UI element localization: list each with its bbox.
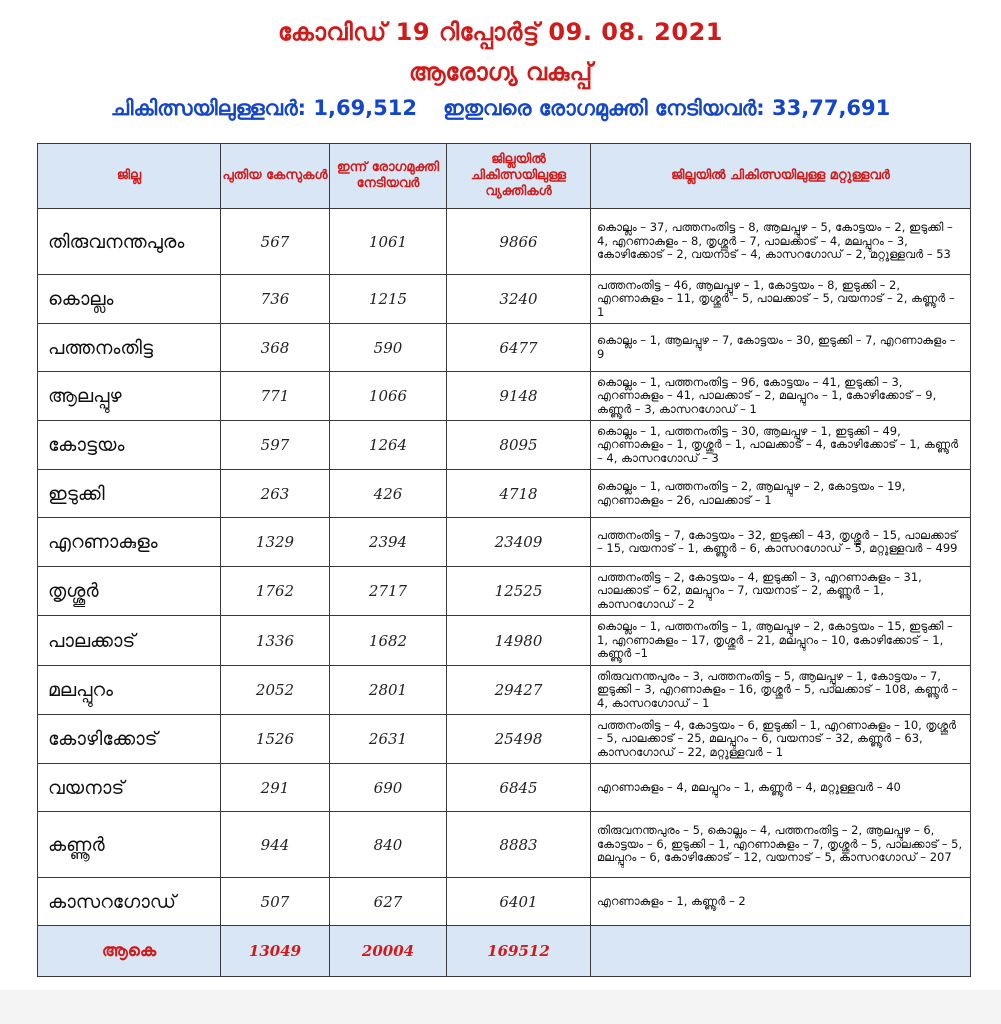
recovered-cell: 590 bbox=[330, 324, 447, 372]
district-name: കാസറഗോഡ് bbox=[38, 878, 221, 926]
table-row bbox=[38, 275, 971, 324]
table-row bbox=[38, 518, 971, 567]
table-row bbox=[38, 209, 971, 275]
table-row bbox=[38, 812, 971, 878]
table-row bbox=[38, 666, 971, 715]
others-cell: കൊല്ലം – 1, പത്തനംതിട്ട – 2, ആലപ്പുഴ – 2, കോട്ടയം – 19, എറണാകുളം – 26, പാലക്കാട് – 1 bbox=[591, 470, 971, 518]
report-title: കോവിഡ് 19 റിപ്പോർട്ട് 09. 08. 2021 bbox=[278, 18, 723, 46]
recovered-cell: 2717 bbox=[330, 567, 447, 616]
district-name: വയനാട് bbox=[38, 764, 221, 812]
new-cases-cell: 1329 bbox=[221, 518, 330, 567]
bottom-band bbox=[0, 990, 1001, 1024]
district-name: കോഴിക്കോട് bbox=[38, 715, 221, 764]
others-cell: കൊല്ലം – 37, പത്തനംതിട്ട – 8, ആലപ്പുഴ – 5, കോട്ടയം – 2, ഇടുക്കി – 4, എറണാകുളം – 8, തൃശ്ശൂർ – 7, പാലക്കാട് – 4, മലപ്പുറം – 3, കോഴിക്കോട് – 2, വയനാട് – 4, കാസറഗോഡ് – 2, മറ്റുള്ളവർ – 53 bbox=[591, 209, 971, 275]
total-label: ആകെ bbox=[38, 926, 221, 977]
table-row bbox=[38, 567, 971, 616]
recovered-cell: 1682 bbox=[330, 616, 447, 666]
under-treatment-cell: 6401 bbox=[447, 878, 591, 926]
recovered-cell: 1061 bbox=[330, 209, 447, 275]
new-cases-cell: 291 bbox=[221, 764, 330, 812]
under-treatment-cell: 3240 bbox=[447, 275, 591, 324]
new-cases-cell: 736 bbox=[221, 275, 330, 324]
new-cases-cell: 368 bbox=[221, 324, 330, 372]
others-cell: എറണാകുളം – 4, മലപ്പുറം – 1, കണ്ണൂർ – 4, മറ്റുള്ളവർ – 40 bbox=[591, 764, 971, 812]
under-treatment-cell: 6477 bbox=[447, 324, 591, 372]
new-cases-cell: 507 bbox=[221, 878, 330, 926]
others-cell: കൊല്ലം – 1, പത്തനംതിട്ട – 1, ആലപ്പുഴ – 2, കോട്ടയം – 15, ഇടുക്കി – 1, എറണാകുളം – 17, തൃശ്ശൂർ – 21, മലപ്പുറം – 10, കോഴിക്കോട് – 1, കണ്ണൂർ –1 bbox=[591, 616, 971, 666]
recovered-cell: 2801 bbox=[330, 666, 447, 715]
table-row bbox=[38, 470, 971, 518]
district-name: കൊല്ലം bbox=[38, 275, 221, 324]
under-treatment-cell: 9866 bbox=[447, 209, 591, 275]
table-row bbox=[38, 324, 971, 372]
new-cases-cell: 597 bbox=[221, 421, 330, 470]
district-table bbox=[37, 143, 971, 977]
new-cases-cell: 1336 bbox=[221, 616, 330, 666]
total-others-empty bbox=[591, 926, 971, 977]
new-cases-cell: 771 bbox=[221, 372, 330, 421]
others-cell: എറണാകുളം – 1, കണ്ണൂർ – 2 bbox=[591, 878, 971, 926]
under-treatment-cell: 6845 bbox=[447, 764, 591, 812]
district-name: കണ്ണൂർ bbox=[38, 812, 221, 878]
table-row bbox=[38, 764, 971, 812]
table-header-row bbox=[38, 144, 971, 209]
table-row bbox=[38, 715, 971, 764]
table-row bbox=[38, 878, 971, 926]
recovered-cell: 2394 bbox=[330, 518, 447, 567]
table-row bbox=[38, 616, 971, 666]
new-cases-cell: 944 bbox=[221, 812, 330, 878]
others-cell: പത്തനംതിട്ട – 46, ആലപ്പുഴ – 1, കോട്ടയം – 8, ഇടുക്കി – 2, എറണാകുളം – 11, തൃശ്ശൂർ – 5, പാലക്കാട് – 5, വയനാട് – 2, കണ്ണൂർ – 1 bbox=[591, 275, 971, 324]
recovered-cell: 840 bbox=[330, 812, 447, 878]
others-cell: കൊല്ലം – 1, പത്തനംതിട്ട – 30, ആലപ്പുഴ – 1, ഇടുക്കി – 49, എറണാകുളം – 1, തൃശ്ശൂർ – 1, പാലക്കാട് – 4, കോഴിക്കോട് – 1, കണ്ണൂർ – 4, കാസറഗോഡ് – 3 bbox=[591, 421, 971, 470]
others-cell: കൊല്ലം – 1, പത്തനംതിട്ട – 96, കോട്ടയം – 41, ഇടുക്കി – 3, എറണാകുളം – 41, പാലക്കാട് – 2, മലപ്പുറം – 1, കോഴിക്കോട് – 9, കണ്ണൂർ – 3, കാസറഗോഡ് – 1 bbox=[591, 372, 971, 421]
total-new-cases: 13049 bbox=[221, 926, 330, 977]
others-cell: കൊല്ലം – 1, ആലപ്പുഴ – 7, കോട്ടയം – 30, ഇടുക്കി – 7, എറണാകുളം – 9 bbox=[591, 324, 971, 372]
new-cases-cell: 2052 bbox=[221, 666, 330, 715]
header-new-cases: പുതിയ കേസുകൾ bbox=[221, 144, 330, 209]
others-cell: തിരുവനന്തപുരം – 5, കൊല്ലം – 4, പത്തനംതിട്ട – 2, ആലപ്പുഴ – 6, കോട്ടയം – 6, ഇടുക്കി – 1, എറണാകുളം – 7, തൃശ്ശൂർ – 5, പാലക്കാട് – 5, മലപ്പുറം – 6, കോഴിക്കോട് – 12, വയനാട് – 5, കാസറഗോഡ് – 207 bbox=[591, 812, 971, 878]
recovered-cell: 627 bbox=[330, 878, 447, 926]
others-cell: പത്തനംതിട്ട – 2, കോട്ടയം – 4, ഇടുക്കി – 3, എറണാകുളം – 31, പാലക്കാട് – 62, മലപ്പുറം – 7, വയനാട് – 2, കണ്ണൂർ – 1, കാസറഗോഡ് – 2 bbox=[591, 567, 971, 616]
recovered-cell: 2631 bbox=[330, 715, 447, 764]
under-treatment-cell: 25498 bbox=[447, 715, 591, 764]
district-name: ആലപ്പുഴ bbox=[38, 372, 221, 421]
table-row bbox=[38, 421, 971, 470]
summary-line bbox=[0, 96, 1001, 121]
new-cases-cell: 567 bbox=[221, 209, 330, 275]
recovered-cell: 1264 bbox=[330, 421, 447, 470]
recovered-cell: 1066 bbox=[330, 372, 447, 421]
under-treatment-cell: 12525 bbox=[447, 567, 591, 616]
district-name: പത്തനംതിട്ട bbox=[38, 324, 221, 372]
header-under-treatment: ജില്ലയിൽ ചികിത്സയിലുള്ള വ്യക്തികൾ bbox=[447, 144, 591, 209]
others-cell: തിരുവനന്തപുരം – 3, പത്തനംതിട്ട – 5, ആലപ്പുഴ – 1, കോട്ടയം – 7, ഇടുക്കി – 3, എറണാകുളം – 16, തൃശ്ശൂർ – 5, പാലക്കാട് – 108, കണ്ണൂർ – 4, കാസറഗോഡ് – 1 bbox=[591, 666, 971, 715]
under-treatment-summary: ചികിത്സയിലുള്ളവർ: 1,69,512 bbox=[110, 96, 417, 120]
new-cases-cell: 1526 bbox=[221, 715, 330, 764]
recovered-cell: 690 bbox=[330, 764, 447, 812]
under-treatment-cell: 29427 bbox=[447, 666, 591, 715]
total-row bbox=[38, 926, 971, 977]
total-under-treatment: 169512 bbox=[447, 926, 591, 977]
district-name: മലപ്പുറം bbox=[38, 666, 221, 715]
recovered-cell: 426 bbox=[330, 470, 447, 518]
table-row bbox=[38, 372, 971, 421]
under-treatment-cell: 8883 bbox=[447, 812, 591, 878]
under-treatment-cell: 23409 bbox=[447, 518, 591, 567]
district-name: പാലക്കാട് bbox=[38, 616, 221, 666]
header-district: ജില്ല bbox=[38, 144, 221, 209]
others-cell: പത്തനംതിട്ട – 4, കോട്ടയം – 6, ഇടുക്കി – 1, എറണാകുളം – 10, തൃശ്ശൂർ – 5, പാലക്കാട് – 25, മലപ്പുറം – 6, വയനാട് – 32, കണ്ണൂർ – 63, കാസറഗോഡ് – 22, മറ്റുള്ളവർ – 1 bbox=[591, 715, 971, 764]
under-treatment-cell: 8095 bbox=[447, 421, 591, 470]
header-recovered-today: ഇന്ന് രോഗമുക്തി നേടിയവർ bbox=[330, 144, 447, 209]
under-treatment-cell: 14980 bbox=[447, 616, 591, 666]
district-name: തിരുവനന്തപുരം bbox=[38, 209, 221, 275]
new-cases-cell: 263 bbox=[221, 470, 330, 518]
under-treatment-cell: 4718 bbox=[447, 470, 591, 518]
header-others: ജില്ലയിൽ ചികിത്സയിലുള്ള മറ്റുള്ളവർ bbox=[591, 144, 971, 209]
recovered-cell: 1215 bbox=[330, 275, 447, 324]
recovered-total-summary: ഇതുവരെ രോഗമുക്തി നേടിയവർ: 33,77,691 bbox=[443, 96, 891, 120]
under-treatment-cell: 9148 bbox=[447, 372, 591, 421]
new-cases-cell: 1762 bbox=[221, 567, 330, 616]
district-name: ഇടുക്കി bbox=[38, 470, 221, 518]
department-title: ആരോഗ്യ വകുപ്പ് bbox=[408, 58, 593, 86]
total-recovered: 20004 bbox=[330, 926, 447, 977]
district-name: കോട്ടയം bbox=[38, 421, 221, 470]
district-name: എറണാകുളം bbox=[38, 518, 221, 567]
district-name: തൃശ്ശൂർ bbox=[38, 567, 221, 616]
others-cell: പത്തനംതിട്ട – 7, കോട്ടയം – 32, ഇടുക്കി – 43, തൃശ്ശൂർ – 15, പാലക്കാട് – 15, വയനാട് – 1, കണ്ണൂർ – 6, കാസറഗോഡ് – 5, മറ്റുള്ളവർ – 499 bbox=[591, 518, 971, 567]
